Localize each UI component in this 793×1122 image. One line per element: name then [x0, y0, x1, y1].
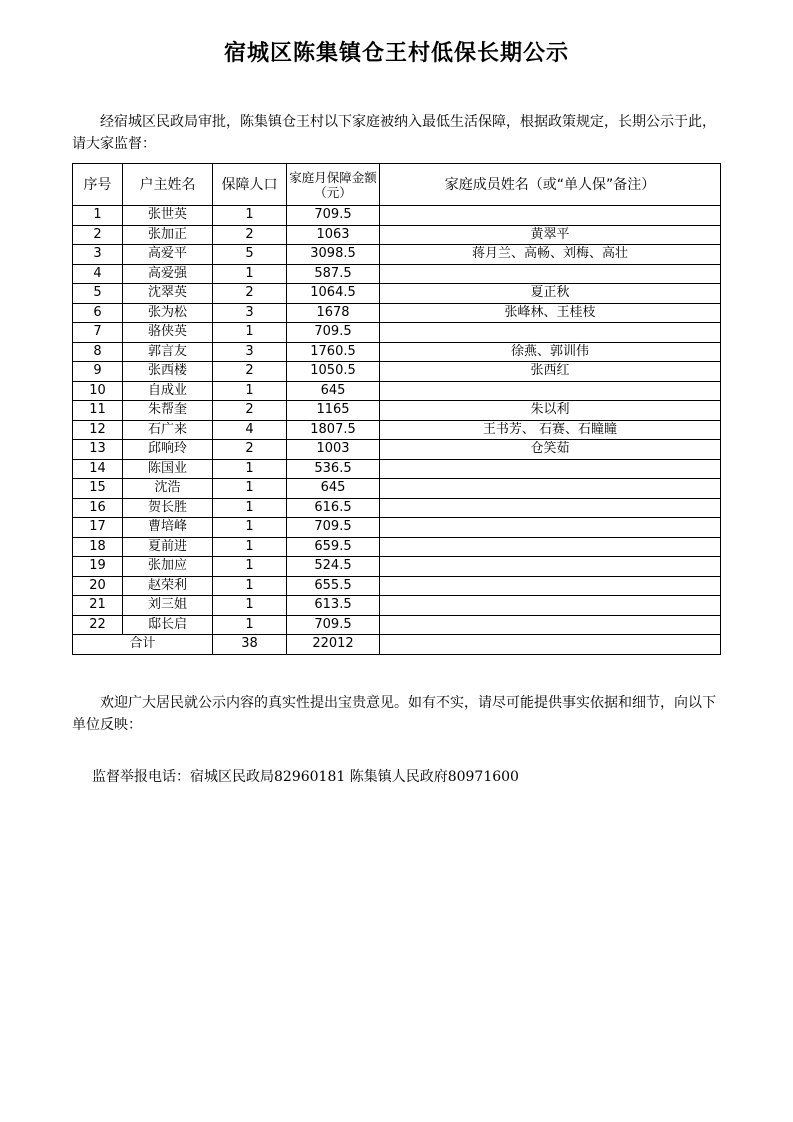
total-members — [380, 635, 721, 655]
cell-members: 朱以利 — [380, 401, 721, 421]
cell-people: 4 — [213, 420, 287, 440]
cell-amount: 524.5 — [287, 557, 380, 577]
feedback-paragraph: 欢迎广大居民就公示内容的真实性提出宝贵意见。如有不实，请尽可能提供事实依据和细节，向以下单位反映： — [72, 695, 716, 733]
intro-paragraph: 经宿城区民政局审批，陈集镇仓王村以下家庭被纳入最低生活保障，根据政策规定，长期公示于此，请大家监督： — [72, 114, 716, 152]
table-row — [73, 401, 721, 421]
cell-members: 仓笑茹 — [380, 440, 721, 460]
cell-people: 2 — [213, 284, 287, 304]
total-amount: 22012 — [287, 635, 380, 655]
cell-householder: 张世英 — [123, 206, 213, 226]
cell-people: 2 — [213, 225, 287, 245]
cell-people: 1 — [213, 381, 287, 401]
cell-index: 15 — [73, 479, 123, 499]
cell-householder: 高爱强 — [123, 264, 213, 284]
cell-people: 2 — [213, 440, 287, 460]
cell-index: 14 — [73, 459, 123, 479]
table-row — [73, 381, 721, 401]
cell-people: 1 — [213, 615, 287, 635]
table-row — [73, 596, 721, 616]
cell-householder: 郭言友 — [123, 342, 213, 362]
cell-amount: 1678 — [287, 303, 380, 323]
cell-index: 12 — [73, 420, 123, 440]
table-body — [73, 206, 721, 635]
cell-members — [380, 206, 721, 226]
cell-householder: 刘三姐 — [123, 596, 213, 616]
cell-members: 张西红 — [380, 362, 721, 382]
total-people: 38 — [213, 635, 287, 655]
cell-householder: 张西楼 — [123, 362, 213, 382]
cell-people: 3 — [213, 342, 287, 362]
table-row — [73, 440, 721, 460]
cell-index: 7 — [73, 323, 123, 343]
cell-index: 9 — [73, 362, 123, 382]
cell-index: 13 — [73, 440, 123, 460]
cell-index: 3 — [73, 245, 123, 265]
table-row — [73, 479, 721, 499]
cell-amount: 1003 — [287, 440, 380, 460]
cell-amount: 536.5 — [287, 459, 380, 479]
cell-index: 2 — [73, 225, 123, 245]
cell-people: 1 — [213, 557, 287, 577]
cell-householder: 自成业 — [123, 381, 213, 401]
table-row — [73, 557, 721, 577]
cell-amount: 3098.5 — [287, 245, 380, 265]
cell-index: 17 — [73, 518, 123, 538]
header-members: 家庭成员姓名（或“单人保”备注） — [380, 164, 721, 206]
cell-amount: 616.5 — [287, 498, 380, 518]
cell-amount: 1165 — [287, 401, 380, 421]
cell-amount: 1064.5 — [287, 284, 380, 304]
cell-index: 6 — [73, 303, 123, 323]
table-row — [73, 225, 721, 245]
table-row — [73, 342, 721, 362]
cell-householder: 邸长启 — [123, 615, 213, 635]
cell-index: 22 — [73, 615, 123, 635]
cell-members: 黄翠平 — [380, 225, 721, 245]
cell-people: 1 — [213, 576, 287, 596]
header-householder: 户主姓名 — [123, 164, 213, 206]
cell-amount: 587.5 — [287, 264, 380, 284]
page-title: 宿城区陈集镇仓王村低保长期公示 — [223, 40, 569, 66]
cell-people: 1 — [213, 596, 287, 616]
subsidy-table — [72, 163, 721, 655]
cell-householder: 张为松 — [123, 303, 213, 323]
cell-householder: 沈翠英 — [123, 284, 213, 304]
cell-amount: 1063 — [287, 225, 380, 245]
header-index: 序号 — [73, 164, 123, 206]
total-row — [73, 635, 721, 655]
cell-people: 1 — [213, 537, 287, 557]
table-row — [73, 206, 721, 226]
cell-people: 1 — [213, 206, 287, 226]
cell-amount: 1050.5 — [287, 362, 380, 382]
table-row — [73, 264, 721, 284]
table-row — [73, 303, 721, 323]
cell-people: 1 — [213, 264, 287, 284]
cell-members: 张峰林、王桂枝 — [380, 303, 721, 323]
cell-people: 1 — [213, 323, 287, 343]
cell-amount: 645 — [287, 479, 380, 499]
cell-index: 21 — [73, 596, 123, 616]
cell-amount: 709.5 — [287, 518, 380, 538]
cell-amount: 1760.5 — [287, 342, 380, 362]
cell-members — [380, 557, 721, 577]
cell-index: 10 — [73, 381, 123, 401]
cell-index: 16 — [73, 498, 123, 518]
table-row — [73, 362, 721, 382]
table-row — [73, 518, 721, 538]
table-row — [73, 420, 721, 440]
table-row — [73, 498, 721, 518]
cell-people: 3 — [213, 303, 287, 323]
cell-amount: 709.5 — [287, 615, 380, 635]
cell-householder: 骆侠英 — [123, 323, 213, 343]
cell-householder: 曹培峰 — [123, 518, 213, 538]
cell-members — [380, 381, 721, 401]
cell-members — [380, 323, 721, 343]
cell-index: 20 — [73, 576, 123, 596]
cell-people: 1 — [213, 518, 287, 538]
cell-index: 18 — [73, 537, 123, 557]
cell-amount: 659.5 — [287, 537, 380, 557]
table-row — [73, 459, 721, 479]
header-people: 保障人口 — [213, 164, 287, 206]
cell-members — [380, 459, 721, 479]
cell-people: 5 — [213, 245, 287, 265]
cell-people: 2 — [213, 401, 287, 421]
cell-members — [380, 264, 721, 284]
table-header-row — [73, 164, 721, 206]
cell-members — [380, 518, 721, 538]
table-row — [73, 323, 721, 343]
cell-householder: 赵荣利 — [123, 576, 213, 596]
cell-householder: 邱响玲 — [123, 440, 213, 460]
cell-householder: 石广来 — [123, 420, 213, 440]
cell-householder: 张加应 — [123, 557, 213, 577]
table-row — [73, 537, 721, 557]
cell-amount: 709.5 — [287, 323, 380, 343]
cell-members — [380, 596, 721, 616]
cell-people: 1 — [213, 498, 287, 518]
cell-members — [380, 576, 721, 596]
table-row — [73, 245, 721, 265]
cell-householder: 陈国业 — [123, 459, 213, 479]
cell-amount: 709.5 — [287, 206, 380, 226]
cell-householder: 贺长胜 — [123, 498, 213, 518]
cell-members — [380, 615, 721, 635]
contact-line: 监督举报电话：宿城区民政局82960181 陈集镇人民政府80971600 — [92, 769, 519, 785]
table-row — [73, 615, 721, 635]
cell-index: 8 — [73, 342, 123, 362]
cell-index: 4 — [73, 264, 123, 284]
cell-members: 蒋月兰、高畅、刘梅、高壮 — [380, 245, 721, 265]
cell-amount: 645 — [287, 381, 380, 401]
cell-amount: 1807.5 — [287, 420, 380, 440]
cell-people: 1 — [213, 459, 287, 479]
cell-members: 夏正秋 — [380, 284, 721, 304]
cell-members: 徐燕、郭训伟 — [380, 342, 721, 362]
cell-people: 1 — [213, 479, 287, 499]
table-row — [73, 576, 721, 596]
cell-index: 19 — [73, 557, 123, 577]
cell-members — [380, 498, 721, 518]
cell-index: 5 — [73, 284, 123, 304]
cell-householder: 朱帮奎 — [123, 401, 213, 421]
cell-amount: 655.5 — [287, 576, 380, 596]
cell-householder: 高爱平 — [123, 245, 213, 265]
cell-index: 11 — [73, 401, 123, 421]
cell-householder: 夏前进 — [123, 537, 213, 557]
cell-householder: 张加正 — [123, 225, 213, 245]
cell-people: 2 — [213, 362, 287, 382]
cell-members — [380, 479, 721, 499]
header-amount: 家庭月保障金额（元） — [287, 164, 380, 206]
cell-householder: 沈浩 — [123, 479, 213, 499]
total-label: 合计 — [73, 635, 213, 655]
cell-index: 1 — [73, 206, 123, 226]
table-row — [73, 284, 721, 304]
cell-members: 王书芳、 石赛、石瞳瞳 — [380, 420, 721, 440]
cell-amount: 613.5 — [287, 596, 380, 616]
cell-members — [380, 537, 721, 557]
